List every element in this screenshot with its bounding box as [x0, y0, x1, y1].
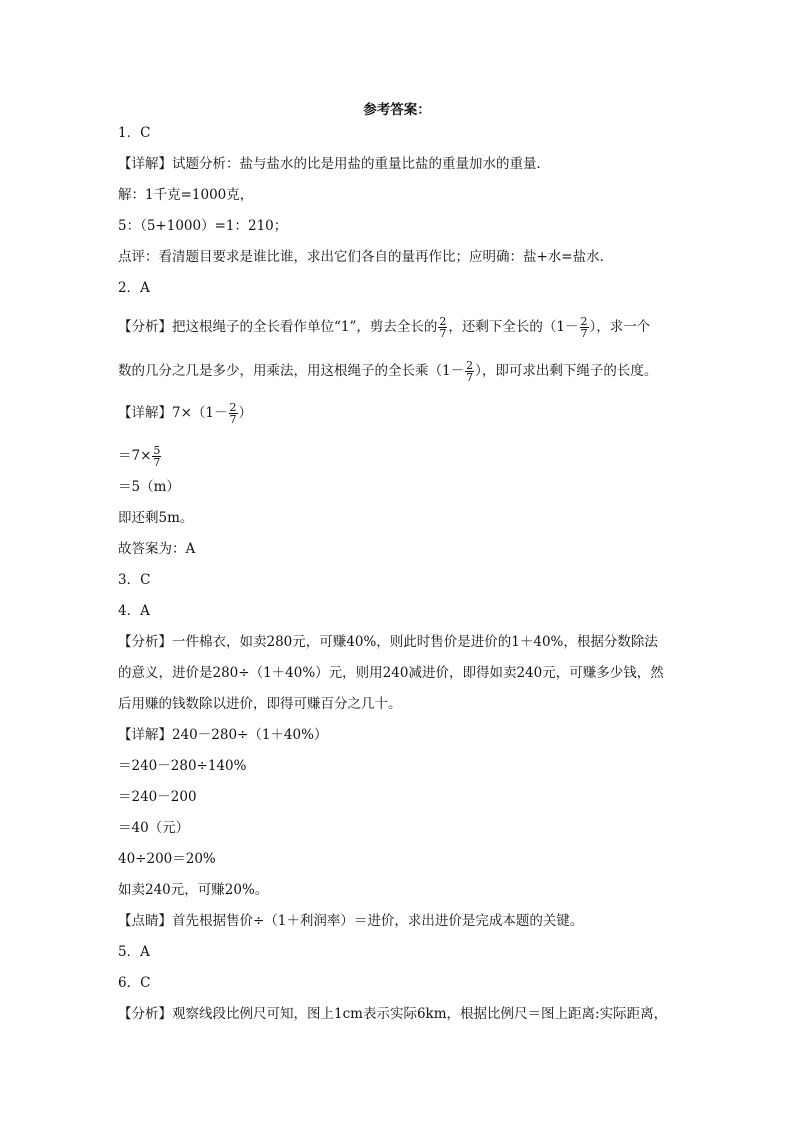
- analysis-line: [118, 360, 657, 383]
- note-line: 【点睛】首先根据售价÷（1＋利润率）＝进价，求出进价是完成本题的关键。: [118, 913, 584, 929]
- analysis-line: 【分析】一件棉衣，如卖280元，可赚40%，则此时售价是进价的1＋40%，根据分数除法: [118, 634, 658, 650]
- analysis-text: ，还剩下全长的（1－: [448, 319, 579, 335]
- fraction: [465, 360, 474, 383]
- analysis-text: 数的几分之几是多少，用乘法，用这根绳子的全长乘（1－: [118, 363, 465, 379]
- calc-line: 40÷200＝20%: [118, 851, 216, 867]
- calc-line: [118, 445, 162, 468]
- fraction-denominator: 7: [439, 327, 447, 340]
- calc-line: ＝240－200: [118, 789, 197, 805]
- answer-2: 2．A: [118, 280, 150, 296]
- comment-text: 点评：看清题目要求是谁比谁，求出它们各自的量再作比；应明确：盐+水=盐水．: [118, 249, 614, 265]
- fraction-denominator: 7: [580, 327, 588, 340]
- conclusion-line: 如卖240元，可赚20%。: [118, 882, 269, 898]
- answer-3: 3．C: [118, 572, 151, 588]
- answer-6: 6．C: [118, 975, 151, 991]
- analysis-text: 【分析】把这根绳子的全长看作单位“1”，剪去全长的: [118, 319, 438, 335]
- solution-line: 解：1千克=1000克，: [118, 187, 254, 203]
- fraction-numerator: 2: [439, 315, 447, 328]
- calc-line: ＝40（元）: [118, 820, 190, 836]
- fraction-numerator: 2: [229, 401, 237, 414]
- answer-line: 故答案为：A: [118, 541, 196, 557]
- detail-line: [118, 402, 252, 425]
- detail-text: 【详解】7×（1－: [118, 405, 228, 421]
- analysis-line: 的意义，进价是280÷（1＋40%）元，则用240减进价，即得如卖240元，可赚多少钱，然: [118, 665, 664, 681]
- answer-5: 5．A: [118, 944, 150, 960]
- detail-text: 【详解】试题分析：盐与盐水的比是用盐的重量比盐的重量加水的重量．: [118, 156, 550, 172]
- page-title: 参考答案：: [363, 102, 431, 118]
- fraction-numerator: 2: [466, 359, 474, 372]
- fraction: [229, 402, 238, 425]
- solution-line: 5：（5+1000）=1：210；: [118, 218, 288, 234]
- fraction: [152, 445, 161, 468]
- fraction-denominator: 7: [229, 413, 237, 426]
- fraction: [438, 316, 447, 339]
- answer-1: 1．C: [118, 125, 151, 141]
- analysis-line: 后用赚的钱数除以进价，即得可赚百分之几十。: [118, 696, 402, 712]
- answer-4: 4．A: [118, 603, 150, 619]
- analysis-line: 【分析】观察线段比例尺可知，图上1cm表示实际6km，根据比例尺＝图上距离:实际距离，: [118, 1006, 668, 1022]
- calc-line: ＝5（m）: [118, 479, 180, 495]
- conclusion-line: 即还剩5m。: [118, 510, 194, 526]
- fraction-numerator: 2: [580, 315, 588, 328]
- fraction: [580, 316, 589, 339]
- analysis-line: [118, 316, 650, 339]
- fraction-denominator: 7: [153, 456, 161, 469]
- analysis-text: ），求一个: [589, 319, 651, 335]
- fraction-denominator: 7: [466, 371, 474, 384]
- analysis-text: ），即可求出剩下绳子的长度。: [475, 363, 658, 379]
- calc-text: ＝7×: [118, 448, 152, 464]
- calc-line: ＝240－280÷140%: [118, 758, 247, 774]
- fraction-numerator: 5: [153, 444, 161, 457]
- detail-line: 【详解】240－280÷（1＋40%）: [118, 727, 328, 743]
- detail-text: ）: [238, 405, 252, 421]
